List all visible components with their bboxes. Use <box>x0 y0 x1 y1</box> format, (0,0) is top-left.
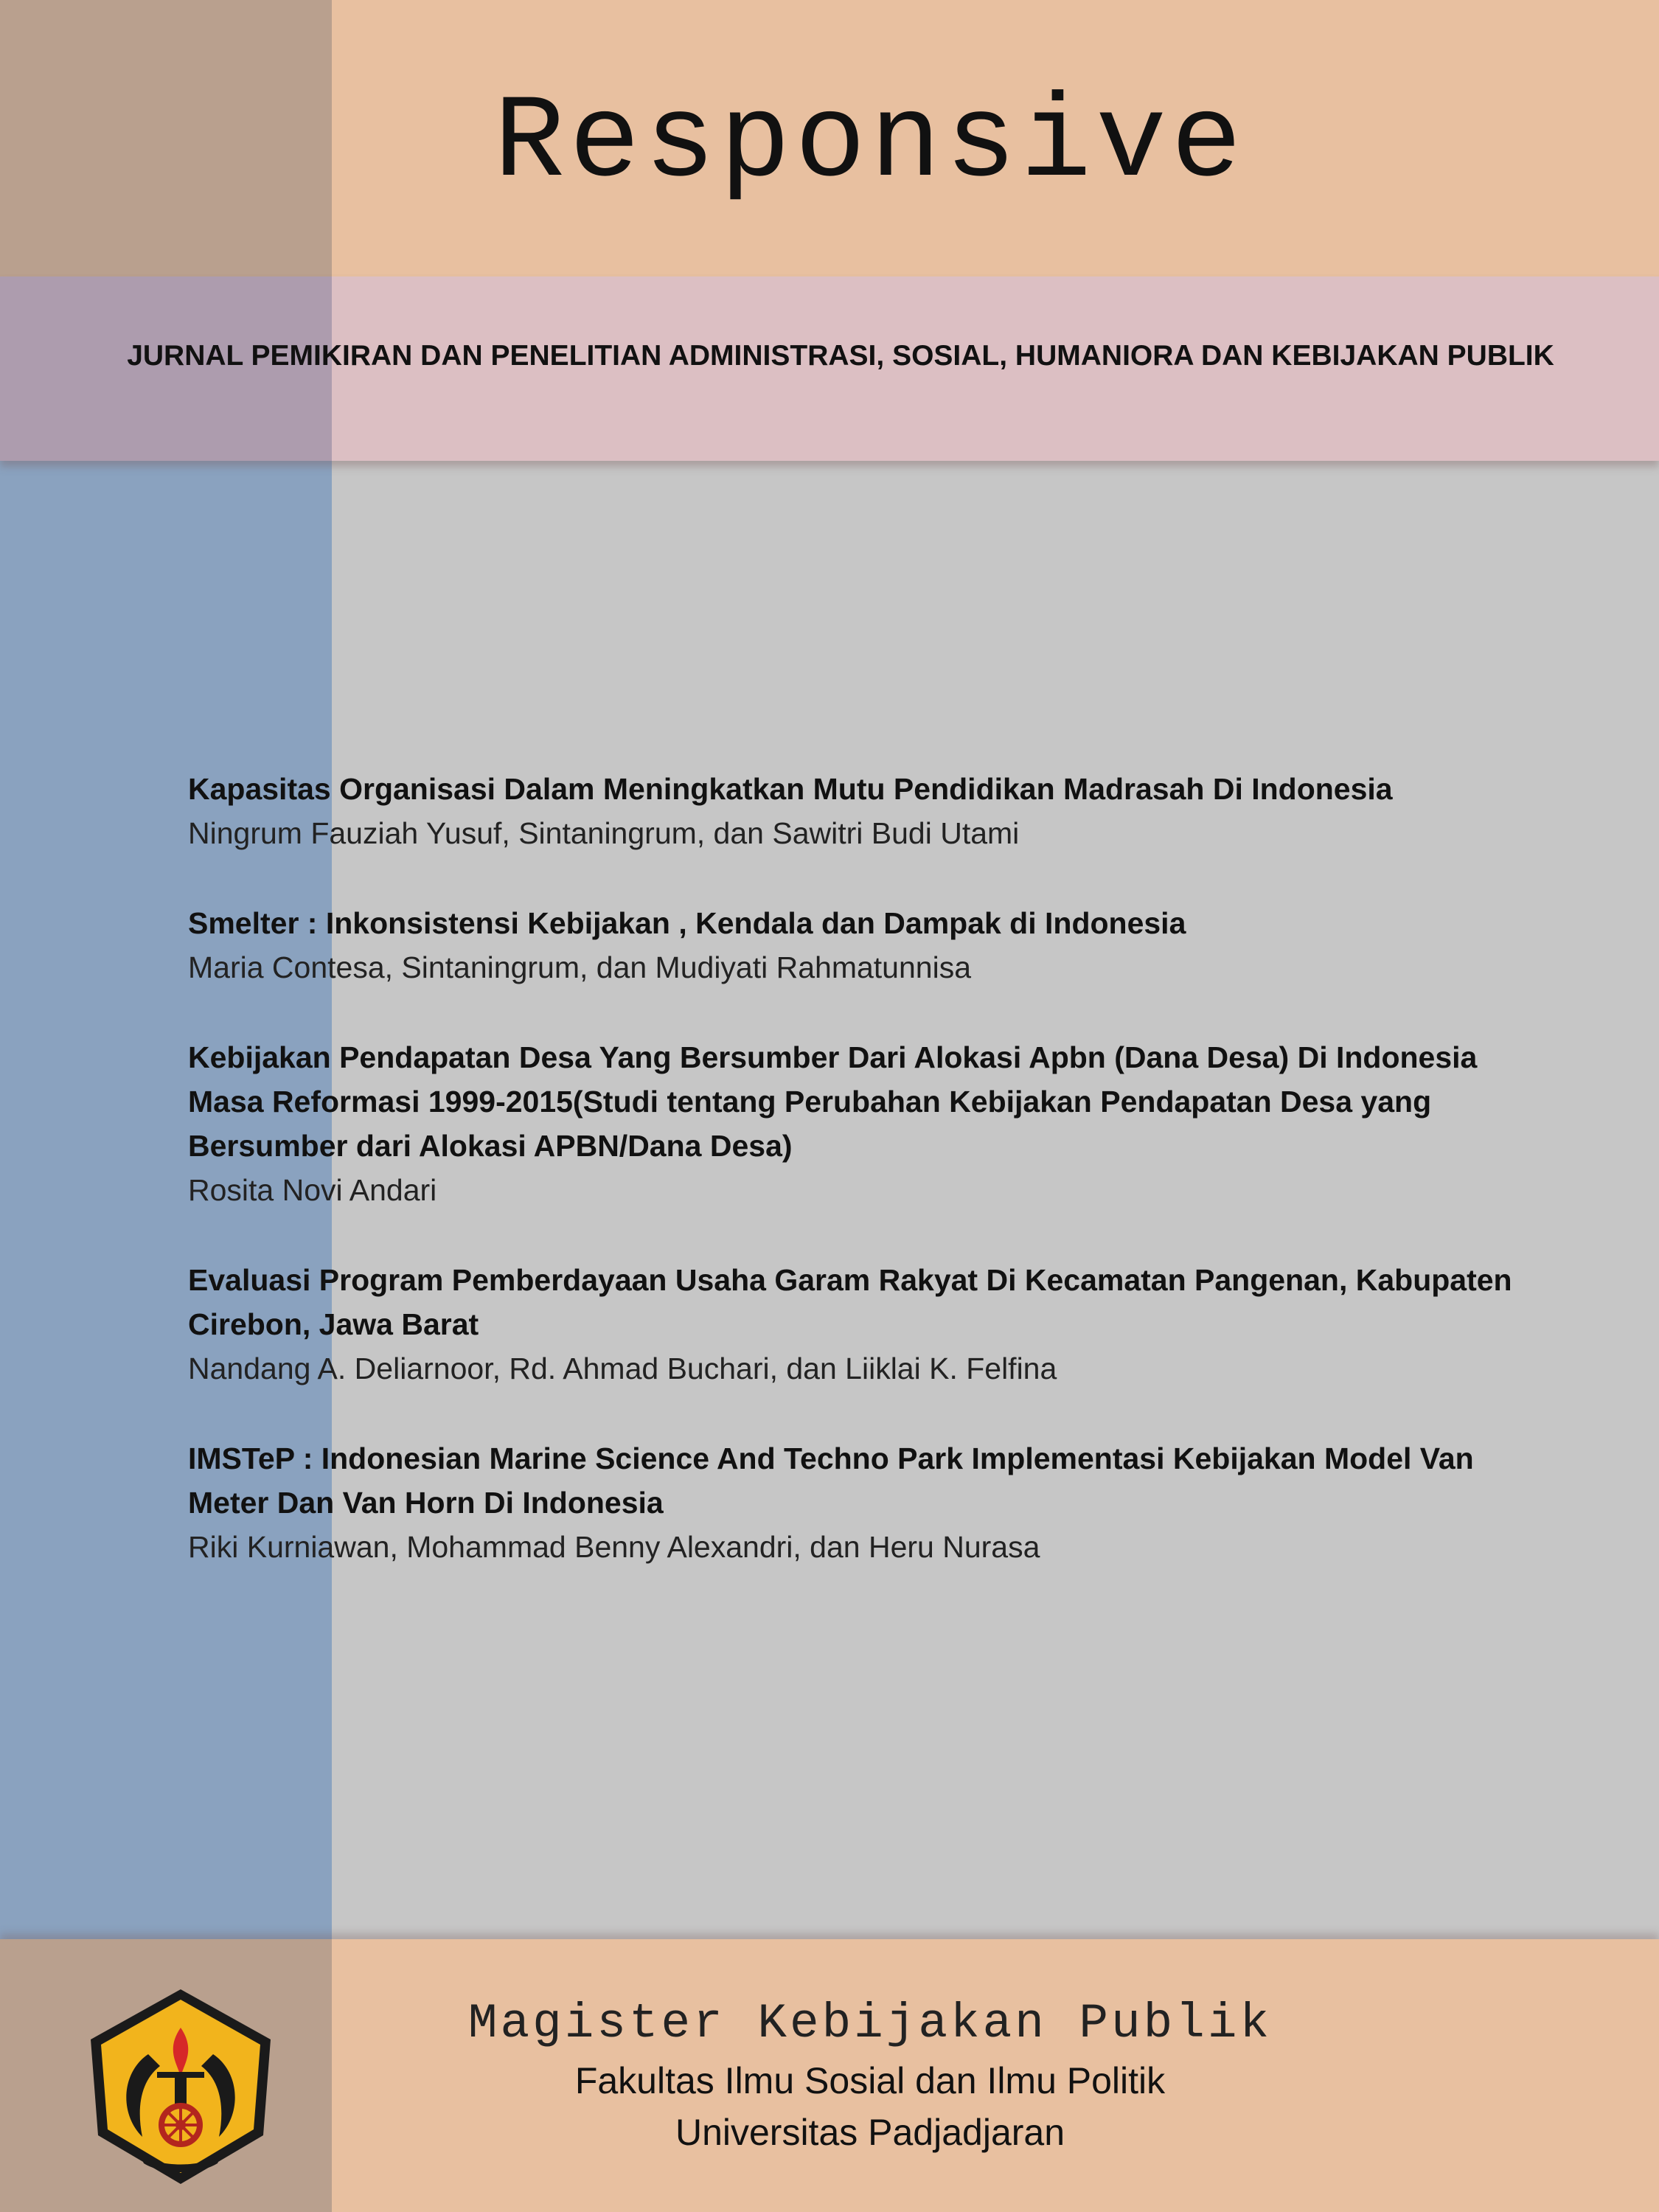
article-item <box>188 767 1559 855</box>
university-name: Universitas Padjadjaran <box>675 2112 1065 2153</box>
article-authors: Ningrum Fauziah Yusuf, Sintaningrum, dan Sawitri Budi Utami <box>188 816 1020 850</box>
article-title: IMSTeP : Indonesian Marine Science And Techno Park Implementasi Kebijakan Model Van Meter Dan Van Horn Di Indonesia <box>188 1441 1474 1520</box>
article-title: Smelter : Inkonsistensi Kebijakan , Kendala dan Dampak di Indonesia <box>188 906 1186 940</box>
header-band-corner <box>0 0 332 276</box>
article-item <box>188 1436 1559 1569</box>
article-authors: Riki Kurniawan, Mohammad Benny Alexandri, dan Heru Nurasa <box>188 1530 1040 1564</box>
article-item <box>188 1035 1559 1212</box>
article-authors: Nandang A. Deliarnoor, Rd. Ahmad Buchari, dan Liiklai K. Felfina <box>188 1352 1057 1385</box>
article-item <box>188 1258 1559 1391</box>
article-authors: Maria Contesa, Sintaningrum, dan Mudiyati Rahmatunnisa <box>188 950 971 984</box>
journal-subtitle: JURNAL PEMIKIRAN DAN PENELITIAN ADMINISTRASI, SOSIAL, HUMANIORA DAN KEBIJAKAN PUBLIK <box>127 340 1554 372</box>
article-item <box>188 901 1559 990</box>
article-authors: Rosita Novi Andari <box>188 1173 437 1207</box>
faculty-name: Fakultas Ilmu Sosial dan Ilmu Politik <box>574 2060 1166 2101</box>
article-title: Evaluasi Program Pemberdayaan Usaha Garam Rakyat Di Kecamatan Pangenan, Kabupaten Cirebon, Jawa Barat <box>188 1263 1512 1341</box>
article-title: Kapasitas Organisasi Dalam Meningkatkan Mutu Pendidikan Madrasah Di Indonesia <box>188 772 1393 806</box>
program-name: Magister Kebijakan Publik <box>467 1996 1273 2051</box>
university-seal-icon <box>77 1983 284 2190</box>
article-list <box>188 767 1559 1615</box>
journal-title: Responsive <box>493 77 1247 211</box>
article-title: Kebijakan Pendapatan Desa Yang Bersumber Dari Alokasi Apbn (Dana Desa) Di Indonesia Masa Reformasi 1999-2015(Studi tentang Perubahan Kebijakan Pendapatan Desa yang Bersumber dari Alokasi APBN/Dana Desa) <box>188 1040 1478 1163</box>
